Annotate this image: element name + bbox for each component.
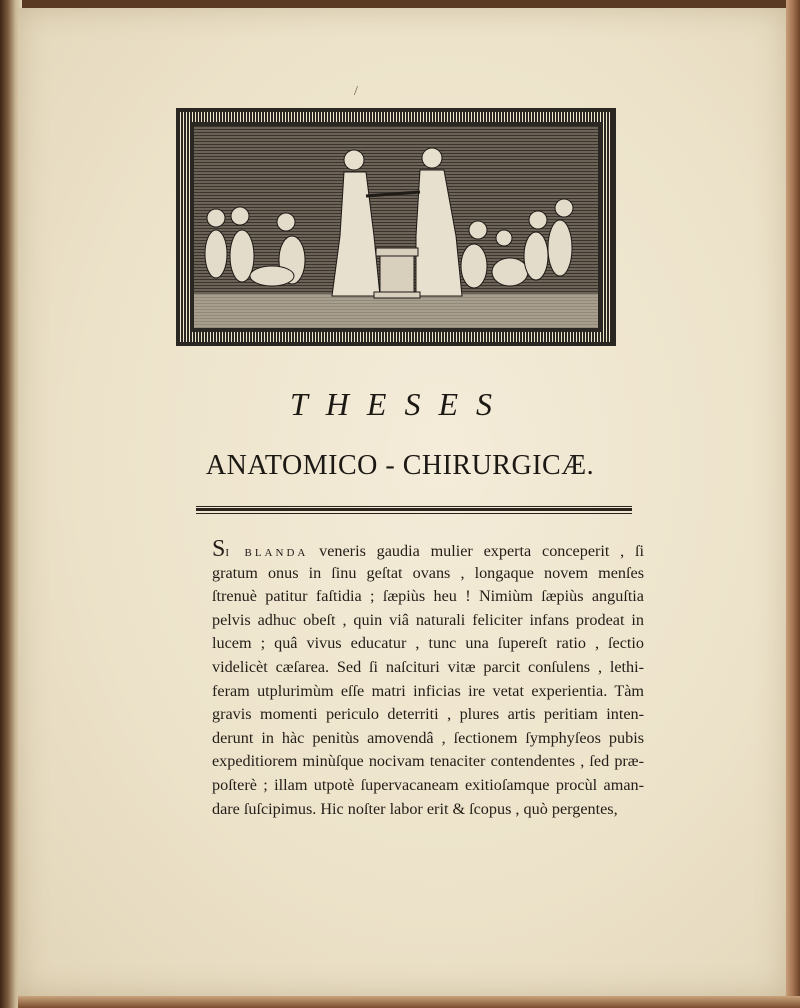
text-line: gratum onus in ſinu geſtat ovans , longaque novem menſes [212, 563, 644, 582]
text-line: lucem ; quâ vivus educatur , tunc una ſupereſt ratio , ſectio [212, 634, 644, 653]
text-line: derunt in hàc penitùs amovendâ , ſectionem ſymphyſeos pubis [212, 728, 644, 747]
text-line: videlicèt cæſarea. Sed ſi naſcituri vitæ parcit conſulens , lethi- [212, 657, 644, 676]
body-paragraph [212, 538, 644, 821]
page-edge [786, 0, 800, 1008]
text-line: ſtrenuè patitur faſtidia ; ſæpiùs heu ! Nimiùm ſæpiùs anguſtia [212, 587, 644, 606]
line-text: veneris gaudia mulier experta conceperit , ſi [319, 542, 645, 560]
text-line: expeditiorem minùſque nocivam tenaciter contendentes , ſed præ- [212, 752, 644, 771]
decorative-rule [196, 506, 632, 514]
page-edge-bottom [18, 996, 800, 1008]
drop-cap: S [212, 536, 226, 562]
page-mark: / [354, 84, 358, 99]
text-line: gravis momenti periculo deterriti , plures artis peritiam inten- [212, 705, 644, 724]
engraving-illustration [176, 108, 616, 346]
subtitle: ANATOMICO - CHIRURGICÆ. [205, 450, 595, 481]
text-line: poſterè ; illam utpotè ſupervacaneam exitioſamque procùl aman- [212, 775, 644, 794]
title-theses: THESES [290, 386, 510, 422]
small-caps-word: I BLANDA [225, 547, 309, 559]
classical-scene-image [194, 126, 598, 328]
text-line: pelvis adhuc obeſt , quin viâ naturali feliciter infans prodeat in [212, 610, 644, 629]
text-line: dare ſuſcipimus. Hic noſter labor erit & ſcopus , quò pergentes, [212, 799, 618, 818]
text-line: feram utplurimùm eſſe matri inficias ire vetat experientia. Tàm [212, 681, 644, 700]
text-line [212, 538, 644, 562]
